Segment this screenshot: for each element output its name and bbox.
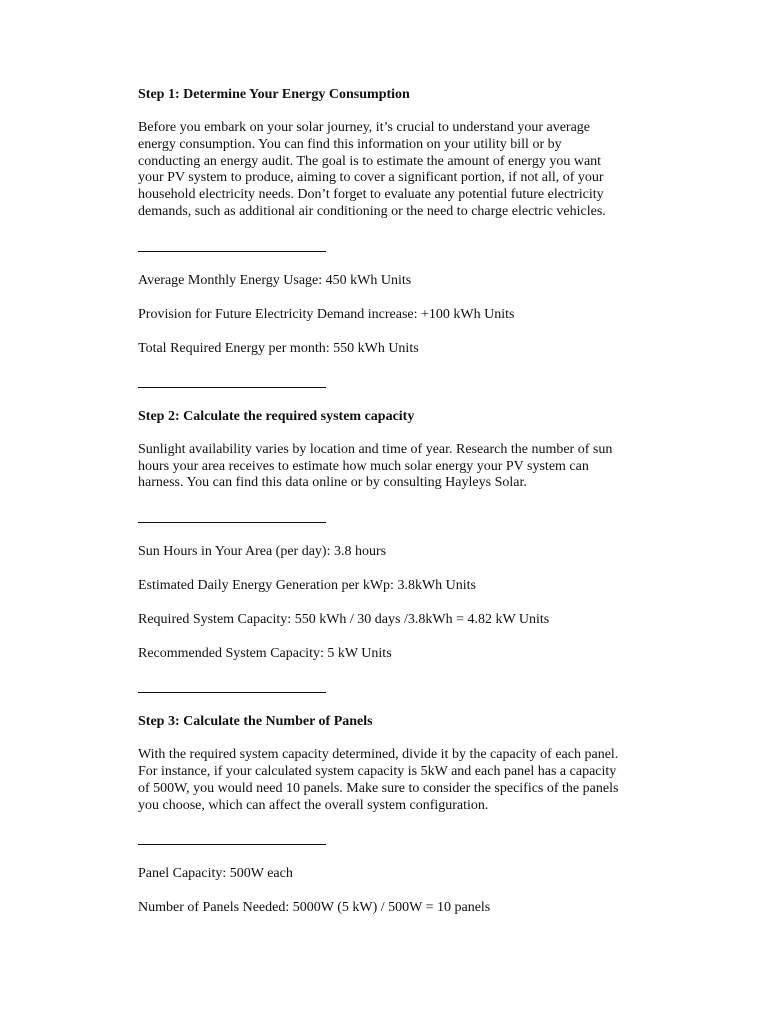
step3-paragraph	[138, 747, 638, 814]
step1-heading: Step 1: Determine Your Energy Consumption	[138, 87, 410, 102]
divider-line	[138, 387, 326, 388]
divider	[138, 679, 638, 696]
step1-paragraph-line: conducting an energy audit. The goal is to estimate the amount of energy you want	[138, 153, 602, 169]
step1-paragraph-line: your PV system to produce, aiming to cover a significant portion, if not all, of your	[138, 170, 604, 186]
divider	[138, 238, 638, 255]
required-system-capacity: Required System Capacity: 550 kWh / 30 days /3.8kWh = 4.82 kW Units	[138, 612, 550, 628]
panel-capacity: Panel Capacity: 500W each	[138, 866, 293, 882]
step2-paragraph-line: harness. You can find this data online or by consulting Hayleys Solar.	[138, 475, 527, 491]
sun-hours: Sun Hours in Your Area (per day): 3.8 hours	[138, 544, 387, 560]
document-page	[138, 86, 638, 933]
step1-paragraph-line: Before you embark on your solar journey, it’s crucial to understand your average	[138, 120, 590, 135]
step3-paragraph-line: With the required system capacity determined, divide it by the capacity of each panel.	[138, 747, 619, 763]
step3-heading: Step 3: Calculate the Number of Panels	[138, 714, 373, 730]
recommended-system-capacity: Recommended System Capacity: 5 kW Units	[138, 646, 392, 662]
step3-paragraph-line: For instance, if your calculated system capacity is 5kW and each panel has a capacity	[138, 763, 617, 779]
step2-paragraph-line: Sunlight availability varies by location and time of year. Research the number of sun	[138, 441, 613, 457]
step1-paragraph-line: energy consumption. You can find this information on your utility bill or by	[138, 136, 562, 152]
step2-paragraph-line: hours your area receives to estimate how much solar energy your PV system can	[138, 458, 589, 474]
step3-paragraph-line: of 500W, you would need 10 panels. Make sure to consider the specifics of the panels	[138, 780, 619, 796]
step3-paragraph-line: you choose, which can affect the overall system configuration.	[138, 797, 489, 813]
divider-line	[138, 251, 326, 252]
divider-line	[138, 692, 326, 693]
step1-paragraph-line: household electricity needs. Don’t forget to evaluate any potential future electricity	[138, 187, 604, 203]
daily-generation-per-kwp: Estimated Daily Energy Generation per kWp: 3.8kWh Units	[138, 578, 476, 594]
divider-line	[138, 844, 326, 845]
step2-heading: Step 2: Calculate the required system capacity	[138, 408, 415, 424]
future-demand-provision: Provision for Future Electricity Demand increase: +100 kWh Units	[138, 306, 515, 322]
step2-paragraph	[138, 442, 638, 492]
step1-paragraph	[138, 120, 638, 221]
divider-line	[138, 522, 326, 523]
divider	[138, 831, 638, 848]
divider	[138, 509, 638, 526]
total-required-energy: Total Required Energy per month: 550 kWh Units	[138, 340, 419, 356]
divider	[138, 374, 638, 391]
average-monthly-usage: Average Monthly Energy Usage: 450 kWh Units	[138, 272, 412, 288]
step1-paragraph-line: demands, such as additional air conditioning or the need to charge electric vehicles.	[138, 203, 606, 219]
number-of-panels-needed: Number of Panels Needed: 5000W (5 kW) / 500W = 10 panels	[138, 900, 491, 916]
